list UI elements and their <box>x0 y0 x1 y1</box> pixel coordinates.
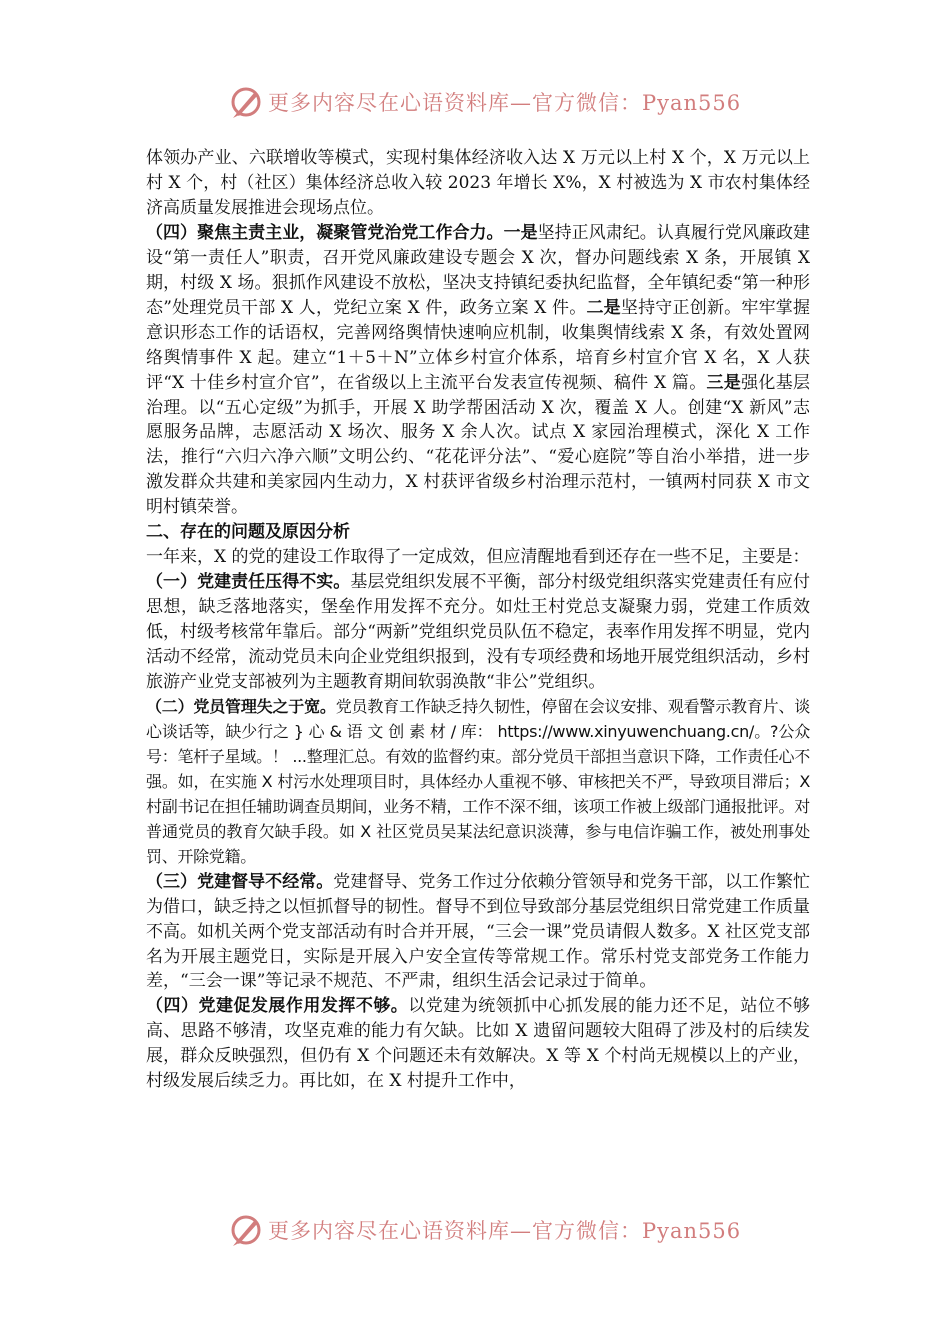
paragraph-intro-problems: 一年来，X 的党的建设工作取得了一定成效，但应清醒地看到还存在一些不足，主要是： <box>146 547 810 568</box>
paragraph-main-responsibility <box>146 221 810 520</box>
problem-3-heading: （三）党建督导不经常。 <box>146 871 334 892</box>
point-marker-1: 一是 <box>503 222 538 243</box>
problem-4-heading: （四）党建促发展作用发挥不够。 <box>146 996 409 1017</box>
section-title-problems: 二、存在的问题及原因分析 <box>146 522 350 543</box>
watermark-text: 更多内容尽在心语资料库—官方微信：Pyan556 <box>268 91 742 115</box>
watermark-text: 更多内容尽在心语资料库—官方微信：Pyan556 <box>268 1219 742 1243</box>
problem-1-text: 基层党组织发展不平衡，部分村级党组织落实党建责任有应付思想，缺乏落地落实，堡垒作用发挥不充分。如灶王村党总支凝聚力弱，党建工作质效低，村级考核常年靠后。部分“两新”党组织党员队伍不稳定，表率作用发挥不明显，党内活动不经常，流动党员未向企业党组织报到，没有专项经费和场地开展党组织活动，乡村旅游产业党支部被列为主题教育期间软弱涣散“非公”党组织。 <box>146 572 810 693</box>
watermark-banner-bottom <box>0 1210 950 1250</box>
point-text-3: 强化基层治理。以“五心定级”为抓手，开展 X 助学帮困活动 X 次，覆盖 X 人。创建“X 新风”志愿服务品牌，志愿活动 X 场次、服务 X 余人次。试点 X 家园治理模式，深化 X 工作法，推行“六归六净六顺”文明公约、“花花评分法”、“爱心庭院”等自治小举措，进一步激发群众共建和美家园内生动力，X 村获评省级乡村治理示范村，一镇两村同获 X 市文明村镇荣誉。 <box>146 372 810 518</box>
point-text-2: 坚持守正创新。牢牢掌握意识形态工作的话语权，完善网络舆情快速响应机制，收集舆情线索 X 条，有效处置网络舆情事件 X 起。建立“1＋5＋N”立体乡村宣介体系，培育乡村宣介官 X 名，X 人获评“X 十佳乡村宣介官”，在省级以上主流平台发表宣传视频、稿件 X 篇。 <box>146 297 810 393</box>
document-body <box>146 146 810 1198</box>
point-marker-2: 二是 <box>586 297 621 318</box>
paragraph-problem-3 <box>146 870 810 995</box>
paragraph-problem-4 <box>146 994 810 1094</box>
paragraph-problem-2 <box>146 695 810 870</box>
subheading-4: （四）聚焦主责主业，凝聚管党治党工作合力。 <box>146 222 504 243</box>
watermark-banner-top <box>0 82 950 122</box>
paragraph-collective-economy: 体领办产业、六联增收等模式，实现村集体经济收入达 X 万元以上村 X 个，X 万元以上村 X 个，村（社区）集体经济总收入较 2023 年增长 X%，X 村被选为 X 市农村集体经济高质量发展推进会现场点位。 <box>146 148 810 218</box>
pen-logo-icon <box>228 84 264 120</box>
paragraph-problem-1 <box>146 570 810 695</box>
problem-4-text: 以党建为统领抓中心抓发展的能力还不足，站位不够高、思路不够清，攻坚克难的能力有欠缺。比如 X 遗留问题较大阻碍了涉及村的后续发展，群众反映强烈，但仍有 X 个问题还未有效解决。X 等 X 个村尚无规模以上的产业，村级发展后续乏力。再比如，在 X 村提升工作中， <box>146 996 810 1092</box>
point-text-1: 坚持正风肃纪。认真履行党风廉政建设“第一责任人”职责，召开党风廉政建设专题会 X 次，督办问题线索 X 条，开展镇 X 期，村级 X 场。狠抓作风建设不放松，坚决支持镇纪委执纪监督，全年镇纪委“第一种形态”处理党员干部 X 人，党纪立案 X 件，政务立案 X 件。 <box>146 222 810 318</box>
problem-2-text: 党员教育工作缺乏持久韧性，停留在会议安排、观看警示教育片、谈心谈话等，缺少行之 } 心 & 语 文 创 素 材 / 库： https://www.xinyuwenchuang.cn/。?公众号：笔杆子星域。！ ...整理汇总。有效的监督约束。部分党员干部担当意识下降，工作责任心不强。如，在实施 X 村污水处理项目时，具体经办人重视不够、审核把关不严，导致项目滞后；X 村副书记在担任辅助调查员期间，业务不精，工作不深不细，该项工作被上级部门通报批评。对普通党员的教育欠缺手段。如 X 社区党员吴某法纪意识淡薄，参与电信诈骗工作，被处刑事处罚、开除党籍。 <box>146 696 810 866</box>
pen-logo-icon <box>228 1212 264 1248</box>
problem-3-text: 党建督导、党务工作过分依赖分管领导和党务干部，以工作繁忙为借口，缺乏持之以恒抓督导的韧性。督导不到位导致部分基层党组织日常党建工作质量不高。如机关两个党支部活动有时合并开展，“三会一课”党员请假人数多。X 社区党支部名为开展主题党日，实际是开展入户安全宣传等常规工作。常乐村党支部党务工作能力差，“三会一课”等记录不规范、不严肃，组织生活会记录过于简单。 <box>146 871 810 992</box>
problem-1-heading: （一）党建责任压得不实。 <box>146 572 351 593</box>
problem-2-heading: （二）党员管理失之于宽。 <box>146 696 336 716</box>
point-marker-3: 三是 <box>706 372 742 393</box>
